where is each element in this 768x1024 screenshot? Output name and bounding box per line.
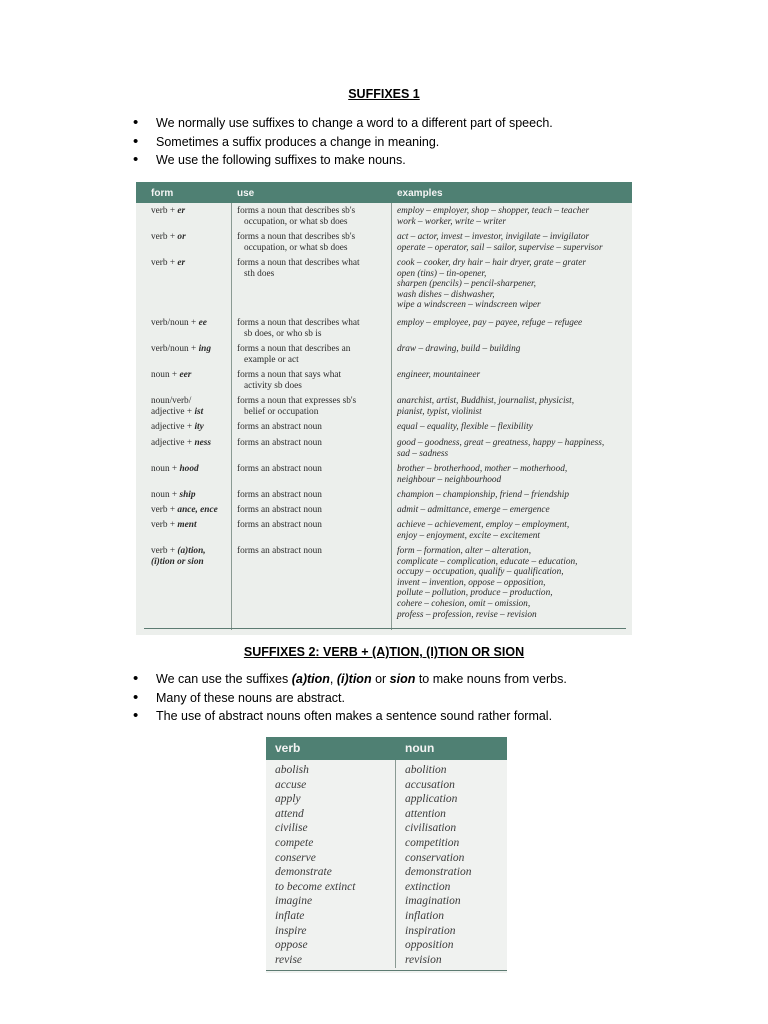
examples-cell: achieve – achievement, employ – employment, enjoy – enjoyment, excite – excitement [397,520,570,541]
use-cell: forms a noun that describes an example or act [237,344,351,365]
noun-cell: civilisation [405,822,457,835]
column-divider [391,203,392,630]
column-divider [395,760,396,968]
form-cell: noun/verb/ adjective + ist [151,396,204,417]
verb-noun-table [266,737,507,973]
header-form: form [151,188,174,199]
use-cell: forms an abstract noun [237,490,322,500]
suffix-ition: (i)tion [336,672,372,686]
verb-cell: inspire [275,924,307,937]
form-cell: verb/noun + ing [151,344,211,354]
examples-cell: engineer, mountaineer [397,370,481,380]
bullet-item: • Sometimes a suffix produces a change in meaning. [133,133,553,152]
verb-cell: abolish [275,764,309,776]
noun-cell: attention [405,807,446,820]
form-cell: verb/noun + ee [151,318,207,328]
form-cell: noun + ship [151,490,196,500]
verb-cell: attend [275,807,304,820]
form-cell: verb + or [151,232,186,242]
noun-cell: revision [405,953,442,966]
bullet-item: • The use of abstract nouns often makes a sentence sound rather formal. [133,707,567,726]
examples-cell: form – formation, alter – alteration, complicate – complication, educate – education, occupy – occupation, qualify – qualification, invent – invention, oppose – opposition, pollute – pollution, produce – production, cohere – cohesion, omit – omission, profess – profession, revise – revision [397,546,578,620]
form-cell: verb + ance, ence [151,505,218,515]
suffix-ation: (a)tion [291,672,330,686]
noun-cell: inspiration [405,924,456,937]
noun-cell: conservation [405,851,465,864]
noun-column [405,763,471,967]
use-cell: forms a noun that describes sb's occupation, or what sb does [237,206,356,227]
bullet-item: • Many of these nouns are abstract. [133,689,567,708]
header-verb: verb [275,741,301,755]
examples-cell: draw – drawing, build – building [397,344,521,354]
table-header [136,182,632,203]
verb-column [275,763,355,967]
use-cell: forms a noun that describes sb's occupation, or what sb does [237,232,356,253]
use-cell: forms a noun that describes what sth does [237,258,360,279]
examples-cell: employ – employer, shop – shopper, teach – teacher work – worker, write – writer [397,206,590,227]
heading-suffixes-1: SUFFIXES 1 [348,87,420,101]
verb-cell: inflate [275,909,305,922]
bullet-item: • We use the following suffixes to make nouns. [133,151,553,170]
examples-cell: good – goodness, great – greatness, happy – happiness, sad – sadness [397,438,605,459]
use-cell: forms an abstract noun [237,464,322,474]
examples-cell: equal – equality, flexible – flexibility [397,422,533,432]
use-cell: forms an abstract noun [237,520,322,530]
noun-cell: demonstration [405,866,472,879]
form-cell: verb + er [151,206,186,216]
verb-cell: civilise [275,822,308,835]
header-examples: examples [397,188,443,199]
form-cell: adjective + ness [151,438,211,448]
examples-cell: anarchist, artist, Buddhist, journalist, physicist, pianist, typist, violinist [397,396,575,417]
noun-cell: imagination [405,895,461,908]
bullet-list-2 [133,670,567,726]
verb-cell: compete [275,836,314,849]
form-cell: verb + (a)tion, (i)tion or sion [151,546,206,567]
table-header [266,737,507,760]
form-cell: noun + hood [151,464,199,474]
noun-cell: opposition [405,939,454,952]
noun-cell: application [405,793,458,806]
table-bottom-rule [144,628,626,629]
verb-cell: conserve [275,851,316,864]
verb-cell: demonstrate [275,866,332,879]
examples-cell: brother – brotherhood, mother – motherhood, neighbour – neighbourhood [397,464,568,485]
use-cell: forms an abstract noun [237,546,322,556]
header-use: use [237,188,255,199]
use-cell: forms a noun that describes what sb does, or who sb is [237,318,360,339]
verb-cell: revise [275,953,303,966]
noun-cell: extinction [405,880,451,893]
use-cell: forms an abstract noun [237,505,322,515]
noun-cell: inflation [405,909,444,922]
examples-cell: employ – employee, pay – payee, refuge – refugee [397,318,583,328]
use-cell: forms a noun that says what activity sb does [237,370,342,391]
noun-suffix-table [136,182,632,635]
verb-cell: to become extinct [275,880,356,893]
form-cell: noun + eer [151,370,192,380]
examples-cell: cook – cooker, dry hair – hair dryer, grate – grater open (tins) – tin-opener, sharpen (pencils) – pencil-sharpener, wash dishes – dishwasher, wipe a windscreen – windscreen wiper [397,258,587,311]
header-noun: noun [405,741,435,755]
noun-cell: competition [405,836,460,849]
examples-cell: act – actor, invest – investor, invigilate – invigilator operate – operator, sail – sailor, supervise – supervisor [397,232,603,253]
verb-cell: apply [275,793,301,806]
noun-cell: abolition [405,764,447,776]
noun-cell: accusation [405,778,455,791]
table-bottom-rule [266,970,507,971]
verb-cell: oppose [275,939,308,952]
bullet-list-1 [133,114,553,170]
verb-cell: accuse [275,778,307,791]
suffix-sion: sion [389,672,416,686]
verb-cell: imagine [275,895,313,908]
use-cell: forms an abstract noun [237,422,322,432]
form-cell: verb + ment [151,520,197,530]
use-cell: forms an abstract noun [237,438,322,448]
use-cell: forms a noun that expresses sb's belief or occupation [237,396,357,417]
bullet-item: • We can use the suffixes (a)tion, (i)tion or sion to make nouns from verbs. [133,670,567,689]
bullet-item: • We normally use suffixes to change a word to a different part of speech. [133,114,553,133]
form-cell: verb + er [151,258,186,268]
heading-suffixes-2: SUFFIXES 2: VERB + (A)TION, (I)TION OR SION [243,645,525,659]
examples-cell: admit – admittance, emerge – emergence [397,505,550,515]
form-cell: adjective + ity [151,422,204,432]
examples-cell: champion – championship, friend – friendship [397,490,569,500]
